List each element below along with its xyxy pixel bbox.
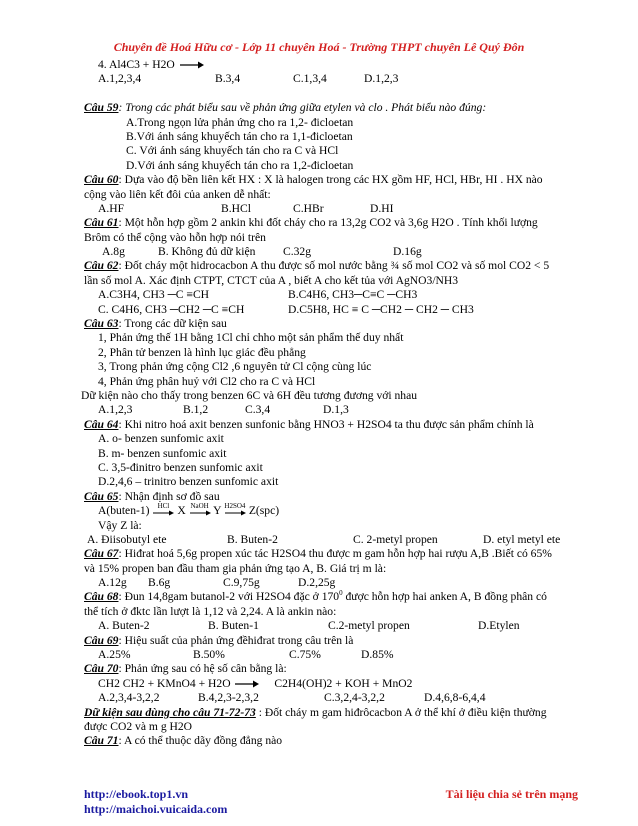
option-a[interactable]: A. Điisobutyl ete xyxy=(87,532,167,546)
question-70: Câu 70: Phản ứng sau có hệ số cân bằng là: xyxy=(84,662,287,676)
question-60-cont: cộng vào liên kết đôi của anken dễ nhất: xyxy=(84,187,271,201)
question-67: Câu 67: Hiđrat hoá 5,6g propen xúc tác H2SO4 thu được m gam hỗn hợp hai rượu A,B .Biết có 65% xyxy=(84,547,552,561)
document-body xyxy=(81,58,584,749)
option-a[interactable]: A.25% xyxy=(98,648,131,662)
option-b[interactable]: B.3,4 xyxy=(215,72,241,86)
option-d[interactable]: D. etyl metyl ete xyxy=(483,532,561,546)
option-b[interactable]: B.50% xyxy=(193,648,225,662)
question-68-cont: thể tích ở đktc lần lượt là 1,12 và 2,24. A là ankin nào: xyxy=(84,604,337,618)
shared-data-71-73: Dữ kiện sau dùng cho câu 71-72-73 : Đốt cháy m gam hiđrôcacbon A ở thể khí ở điều kiện thường xyxy=(84,705,547,719)
option-d[interactable]: D.Etylen xyxy=(478,619,520,633)
q65-options xyxy=(84,533,584,547)
arrow-hcl-icon: HCl xyxy=(152,504,174,518)
list-item: 3, Trong phản ứng cộng Cl2 ,6 nguyên tử Cl cộng cùng lúc xyxy=(98,360,372,374)
question-65-ask: Vậy Z là: xyxy=(98,518,142,532)
question-61: Câu 61: Một hỗn hợp gồm 2 ankin khi đốt cháy cho ra 13,2g CO2 và 3,6g H2O . Tính khối lượng xyxy=(84,216,538,230)
question-68: Câu 68: Đun 14,8gam butanol-2 với H2SO4 đặc ở $170^0$ được hỗn hợp hai anken A, B đồng phân có xyxy=(84,589,547,604)
question-61-cont: Brôm có thể cộng vào hỗn hợp nói trên xyxy=(84,230,266,244)
option-b[interactable]: B.C4H6, CH3─C≡C ─CH3 xyxy=(288,288,418,302)
option-d[interactable]: D.4,6,8-6,4,4 xyxy=(424,691,486,705)
option-b[interactable]: B.1,2 xyxy=(183,403,209,417)
option-b[interactable]: B. Không đủ dữ kiện xyxy=(158,245,256,259)
option-c[interactable]: C.3,2,4-3,2,2 xyxy=(324,691,385,705)
footer-link-maichoi[interactable]: http://maichoi.vuicaida.com xyxy=(84,802,228,816)
option-c[interactable]: C.1,3,4 xyxy=(293,72,327,86)
arrow-h2so4-icon: H2SO4 xyxy=(224,504,246,518)
question-64: Câu 64: Khi nitro hoá axit benzen sunfonic bằng HNO3 + H2SO4 ta thu được sản phẩm chính là xyxy=(84,417,534,431)
option-a[interactable]: A. Buten-2 xyxy=(98,619,150,633)
q62-options-ab xyxy=(84,288,584,302)
option-c[interactable]: C. 3,5-đinitro benzen sunfomic axit xyxy=(98,460,263,474)
option-c[interactable]: C.HBr xyxy=(293,201,324,215)
q70-options xyxy=(84,691,584,705)
option-c[interactable]: C.32g xyxy=(283,245,312,259)
reaction-arrow-icon xyxy=(178,60,204,70)
option-c[interactable]: C.75% xyxy=(289,648,321,662)
option-b[interactable]: B. Buten-1 xyxy=(208,619,259,633)
q67-options xyxy=(84,576,584,590)
question-65: Câu 65: Nhận định sơ đồ sau xyxy=(84,489,220,503)
option-a[interactable]: A. o- benzen sunfomic axit xyxy=(98,432,224,446)
option-b[interactable]: B. m- benzen sunfomic axit xyxy=(98,446,227,460)
reaction-scheme: A(buten-1) HCl X NaOH Y H2SO4 Z(spc) xyxy=(98,502,280,518)
option-a[interactable]: A.1,2,3,4 xyxy=(98,72,142,86)
option-d[interactable]: D.C5H8, HC ≡ C ─CH2 ─ CH2 ─ CH3 xyxy=(288,302,474,316)
q63-options xyxy=(84,403,584,417)
arrow-naoh-icon: NaOH xyxy=(189,504,211,518)
page-footer xyxy=(84,787,578,817)
option-b[interactable]: B.6g xyxy=(148,576,171,590)
question-63-ask: Dữ kiện nào cho thấy trong benzen 6C và 6H đều tương đương với nhau xyxy=(81,388,418,402)
question-69: Câu 69: Hiệu suất của phản ứng đềhiđrat trong câu trên là xyxy=(84,633,354,647)
option-d[interactable]: D.Với ánh sáng khuyếch tán cho ra 1,2-đicloetan xyxy=(126,158,354,172)
option-d[interactable]: D.2,4,6 – trinitro benzen sunfomic axit xyxy=(98,475,279,489)
option-d[interactable]: D.1,2,3 xyxy=(364,72,399,86)
option-a[interactable]: A.12g xyxy=(98,576,127,590)
q58-equation: 4. Al4C3 + H2O xyxy=(84,58,584,72)
option-a[interactable]: A.1,2,3 xyxy=(98,403,133,417)
option-a[interactable]: A.8g xyxy=(102,245,125,259)
q58-options xyxy=(84,72,584,86)
shared-data-cont: được CO2 và m g H2O xyxy=(84,719,193,733)
option-d[interactable]: D.HI xyxy=(370,201,394,215)
footer-note: Tài liệu chia sẻ trên mạng xyxy=(445,787,578,801)
q61-options xyxy=(84,245,584,259)
option-d[interactable]: D.16g xyxy=(393,245,422,259)
q60-options xyxy=(84,202,584,216)
question-67-cont: và 15% propen ban đầu tham gia phản ứng tạo A, B. Giá trị m là: xyxy=(84,561,387,575)
option-c[interactable]: C. C4H6, CH3 ─CH2 ─C ≡CH xyxy=(98,302,245,316)
option-b[interactable]: B.4,2,3-2,3,2 xyxy=(198,691,259,705)
footer-link-ebook[interactable]: http://ebook.top1.vn xyxy=(84,787,189,801)
list-item: 1, Phản ứng thế 1H bằng 1Cl chỉ chho một sản phẩm thế duy nhất xyxy=(98,331,404,345)
question-62: Câu 62: Đốt cháy một hidrocacbon A thu được số mol nước bằng ¾ số mol CO2 và số mol CO2 < 5 xyxy=(84,259,550,273)
q69-options xyxy=(84,648,584,662)
option-a[interactable]: A.2,3,4-3,2,2 xyxy=(98,691,160,705)
q62-options-cd xyxy=(84,303,584,317)
question-63: Câu 63: Trong các dữ kiện sau xyxy=(84,317,227,331)
question-71: Câu 71: A có thể thuộc dãy đồng đẳng nào xyxy=(84,734,283,748)
option-c[interactable]: C. Với ánh sáng khuyếch tán cho ra C và HCl xyxy=(126,144,339,158)
option-a[interactable]: A.Trong ngọn lửa phản ứng cho ra 1,2- đicloetan xyxy=(126,115,354,129)
option-c[interactable]: C.9,75g xyxy=(223,576,260,590)
q70-equation: CH2 CH2 + KMnO4 + H2O C2H4(OH)2 + KOH + MnO2 xyxy=(98,676,413,690)
q68-options xyxy=(84,619,584,633)
option-a[interactable]: A.C3H4, CH3 ─C ≡CH xyxy=(98,288,210,302)
list-item: 2, Phân tử benzen là hình lục giác đều phẳng xyxy=(98,345,306,359)
question-60: Câu 60: Dựa vào độ bền liên kết HX : X là halogen trong các HX gồm HF, HCl, HBr, HI . HX nào xyxy=(84,173,543,187)
page-header: Chuyên đề Hoá Hữu cơ - Lớp 11 chuyên Hoá - Trường THPT chuyên Lê Quý Đôn xyxy=(113,40,525,54)
question-62-cont: lần số mol A. Xác định CTPT, CTCT của A , biết A cho kết tủa với AgNO3/NH3 xyxy=(84,273,459,287)
reaction-arrow-icon xyxy=(233,679,259,689)
option-b[interactable]: B. Buten-2 xyxy=(227,532,278,546)
option-c[interactable]: C. 2-metyl propen xyxy=(353,532,438,546)
list-item: 4, Phản ứng phân huỷ với Cl2 cho ra C và HCl xyxy=(98,374,316,388)
question-59: Câu 59: Trong các phát biểu sau về phản ứng giữa etylen và clo . Phát biểu nào đúng: xyxy=(84,101,487,115)
option-b[interactable]: B.Với ánh sáng khuyếch tán cho ra 1,1-đicloetan xyxy=(126,129,353,143)
option-d[interactable]: D.85% xyxy=(361,648,394,662)
option-d[interactable]: D.2,25g xyxy=(298,576,336,590)
option-c[interactable]: C.2-metyl propen xyxy=(328,619,410,633)
option-b[interactable]: B.HCl xyxy=(221,201,251,215)
option-d[interactable]: D.1,3 xyxy=(323,403,349,417)
option-c[interactable]: C.3,4 xyxy=(245,403,271,417)
option-a[interactable]: A.HF xyxy=(98,201,125,215)
